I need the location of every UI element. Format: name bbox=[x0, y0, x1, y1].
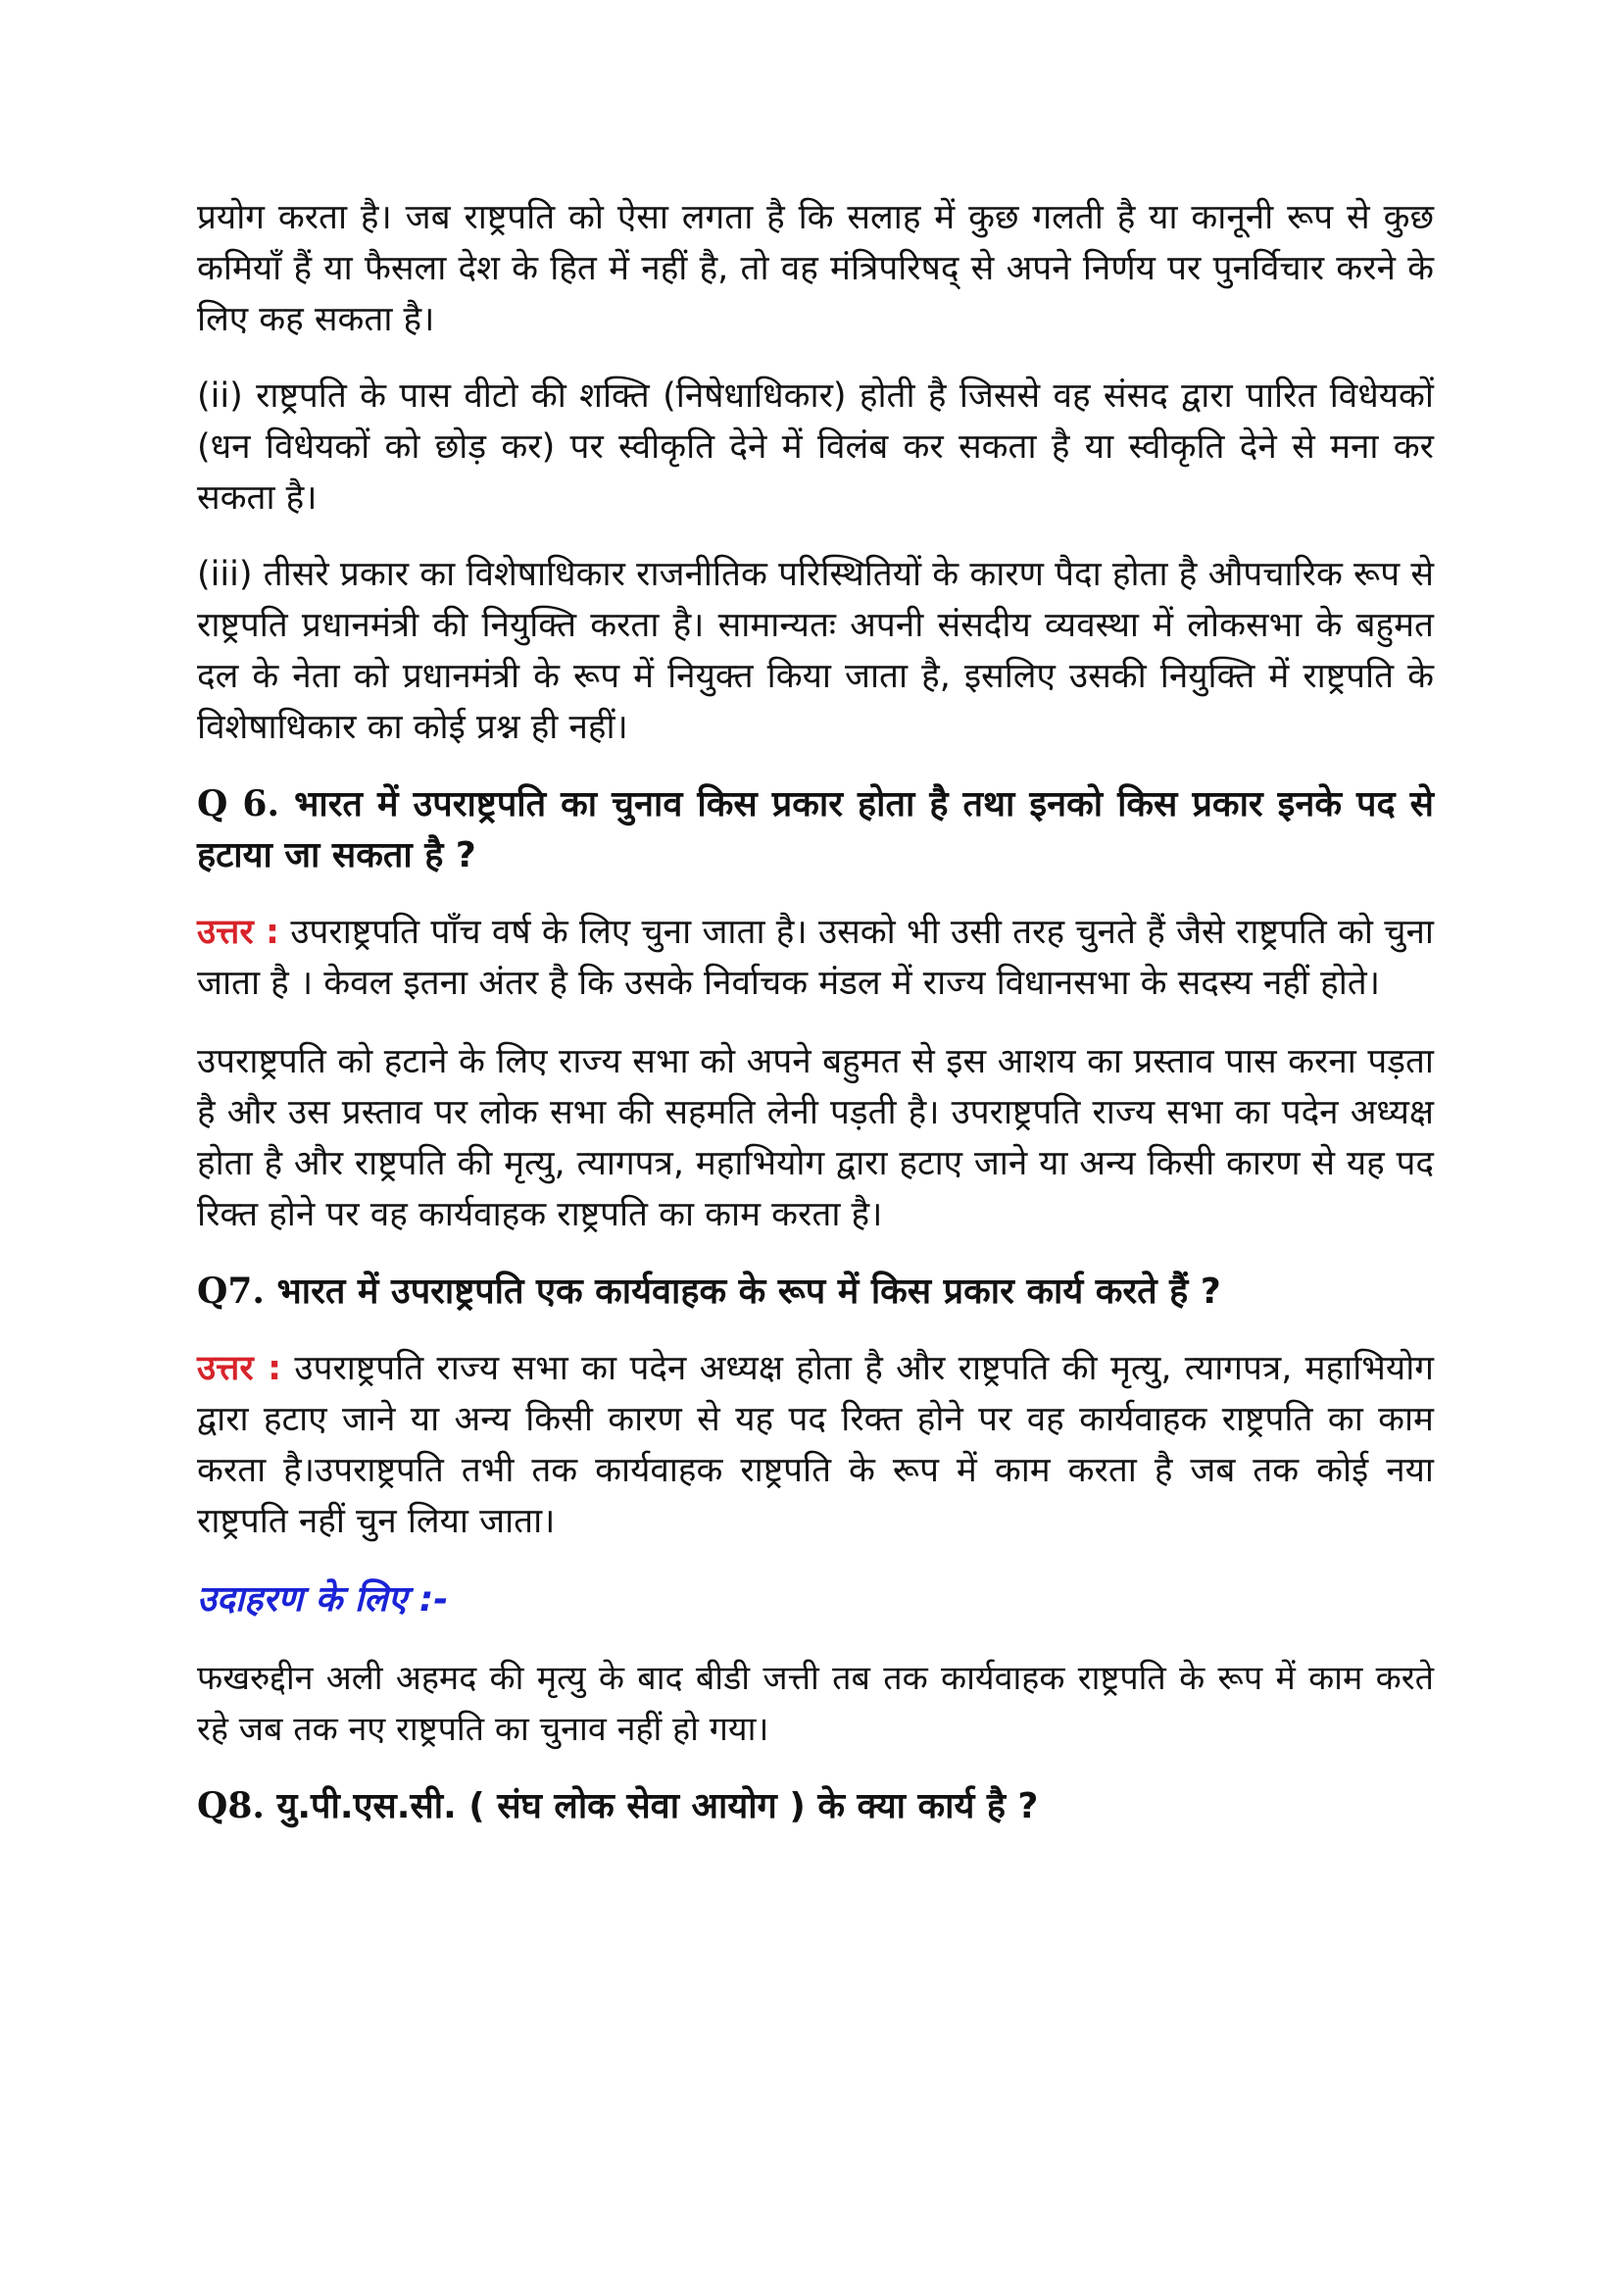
example-heading: उदाहरण के लिए :- bbox=[197, 1579, 449, 1620]
paragraph-veto-power: (ii) राष्ट्रपति के पास वीटो की शक्ति (निषेधाधिकार) होती है जिससे वह संसद द्वारा पारित विधेयकों (धन विधेयकों को छोड़ कर) पर स्वीकृति देने में विलंब कर सकता है या स्वीकृति देने से मना कर सकता है। bbox=[197, 376, 1434, 518]
paragraph-political-prerogative: (iii) तीसरे प्रकार का विशेषाधिकार राजनीतिक परिस्थितियों के कारण पैदा होता है औपचारिक रूप से राष्ट्रपति प्रधानमंत्री की नियुक्ति करता है। सामान्यतः अपनी संसदीय व्यवस्था में लोकसभा के बहुमत दल के नेता को प्रधानमंत्री के रूप में नियुक्त किया जाता है, इसलिए उसकी नियुक्ति में राष्ट्रपति के विशेषाधिकार का कोई प्रश्न ही नहीं। bbox=[197, 555, 1434, 747]
answer-label: उत्तर : bbox=[197, 1349, 282, 1388]
question-8-number: Q8. bbox=[197, 1785, 265, 1826]
question-7 bbox=[197, 1266, 1434, 1318]
answer-7-text: उपराष्ट्रपति राज्य सभा का पदेन अध्यक्ष होता है और राष्ट्रपति की मृत्यु, त्यागपत्र, महाभियोग द्वारा हटाए जाने या अन्य किसी कारण से यह पद रिक्त होने पर वह कार्यवाहक राष्ट्रपति का काम करता है।उपराष्ट्रपति तभी तक कार्यवाहक राष्ट्रपति के रूप में काम करता है जब तक कोई नया राष्ट्रपति नहीं चुन लिया जाता। bbox=[197, 1349, 1434, 1541]
question-7-number: Q7. bbox=[197, 1271, 265, 1312]
answer-6-text-1: उपराष्ट्रपति पाँच वर्ष के लिए चुना जाता है। उसको भी उसी तरह चुनते हैं जैसे राष्ट्रपति को चुना जाता है । केवल इतना अंतर है कि उसके निर्वाचक मंडल में राज्य विधानसभा के सदस्य नहीं होते। bbox=[197, 913, 1434, 1003]
question-6 bbox=[197, 778, 1434, 881]
document-page bbox=[197, 192, 1434, 1832]
answer-6-paragraph-1 bbox=[197, 907, 1434, 1009]
paragraph-president-reconsideration: प्रयोग करता है। जब राष्ट्रपति को ऐसा लगता है कि सलाह में कुछ गलती है या कानूनी रूप से कुछ कमियाँ हैं या फैसला देश के हित में नहीं है, तो वह मंत्रिपरिषद् से अपने निर्णय पर पुनर्विचार करने के लिए कह सकता है। bbox=[197, 198, 1434, 339]
example-paragraph: फखरुद्दीन अली अहमद की मृत्यु के बाद बीडी जत्ती तब तक कार्यवाहक राष्ट्रपति के रूप में काम करते रहे जब तक नए राष्ट्रपति का चुनाव नहीं हो गया। bbox=[197, 1659, 1434, 1749]
question-6-number: Q 6. bbox=[197, 783, 279, 824]
answer-label: उत्तर : bbox=[197, 913, 280, 952]
question-7-text: भारत में उपराष्ट्रपति एक कार्यवाहक के रूप में किस प्रकार कार्य करते हैं ? bbox=[276, 1272, 1221, 1312]
answer-6-paragraph-2: उपराष्ट्रपति को हटाने के लिए राज्य सभा को अपने बहुमत से इस आशय का प्रस्ताव पास करना पड़ता है और उस प्रस्ताव पर लोक सभा की सहमति लेनी पड़ती है। उपराष्ट्रपति राज्य सभा का पदेन अध्यक्ष होता है और राष्ट्रपति की मृत्यु, त्यागपत्र, महाभियोग द्वारा हटाए जाने या अन्य किसी कारण से यह पद रिक्त होने पर वह कार्यवाहक राष्ट्रपति का काम करता है। bbox=[197, 1042, 1434, 1234]
question-8 bbox=[197, 1780, 1434, 1832]
question-8-text: यु.पी.एस.सी. ( संघ लोक सेवा आयोग ) के क्या कार्य है ? bbox=[276, 1786, 1039, 1826]
answer-7-paragraph bbox=[197, 1343, 1434, 1547]
question-6-text: भारत में उपराष्ट्रपति का चुनाव किस प्रकार होता है तथा इनको किस प्रकार इनके पद से हटाया जा सकता है ? bbox=[197, 784, 1434, 875]
